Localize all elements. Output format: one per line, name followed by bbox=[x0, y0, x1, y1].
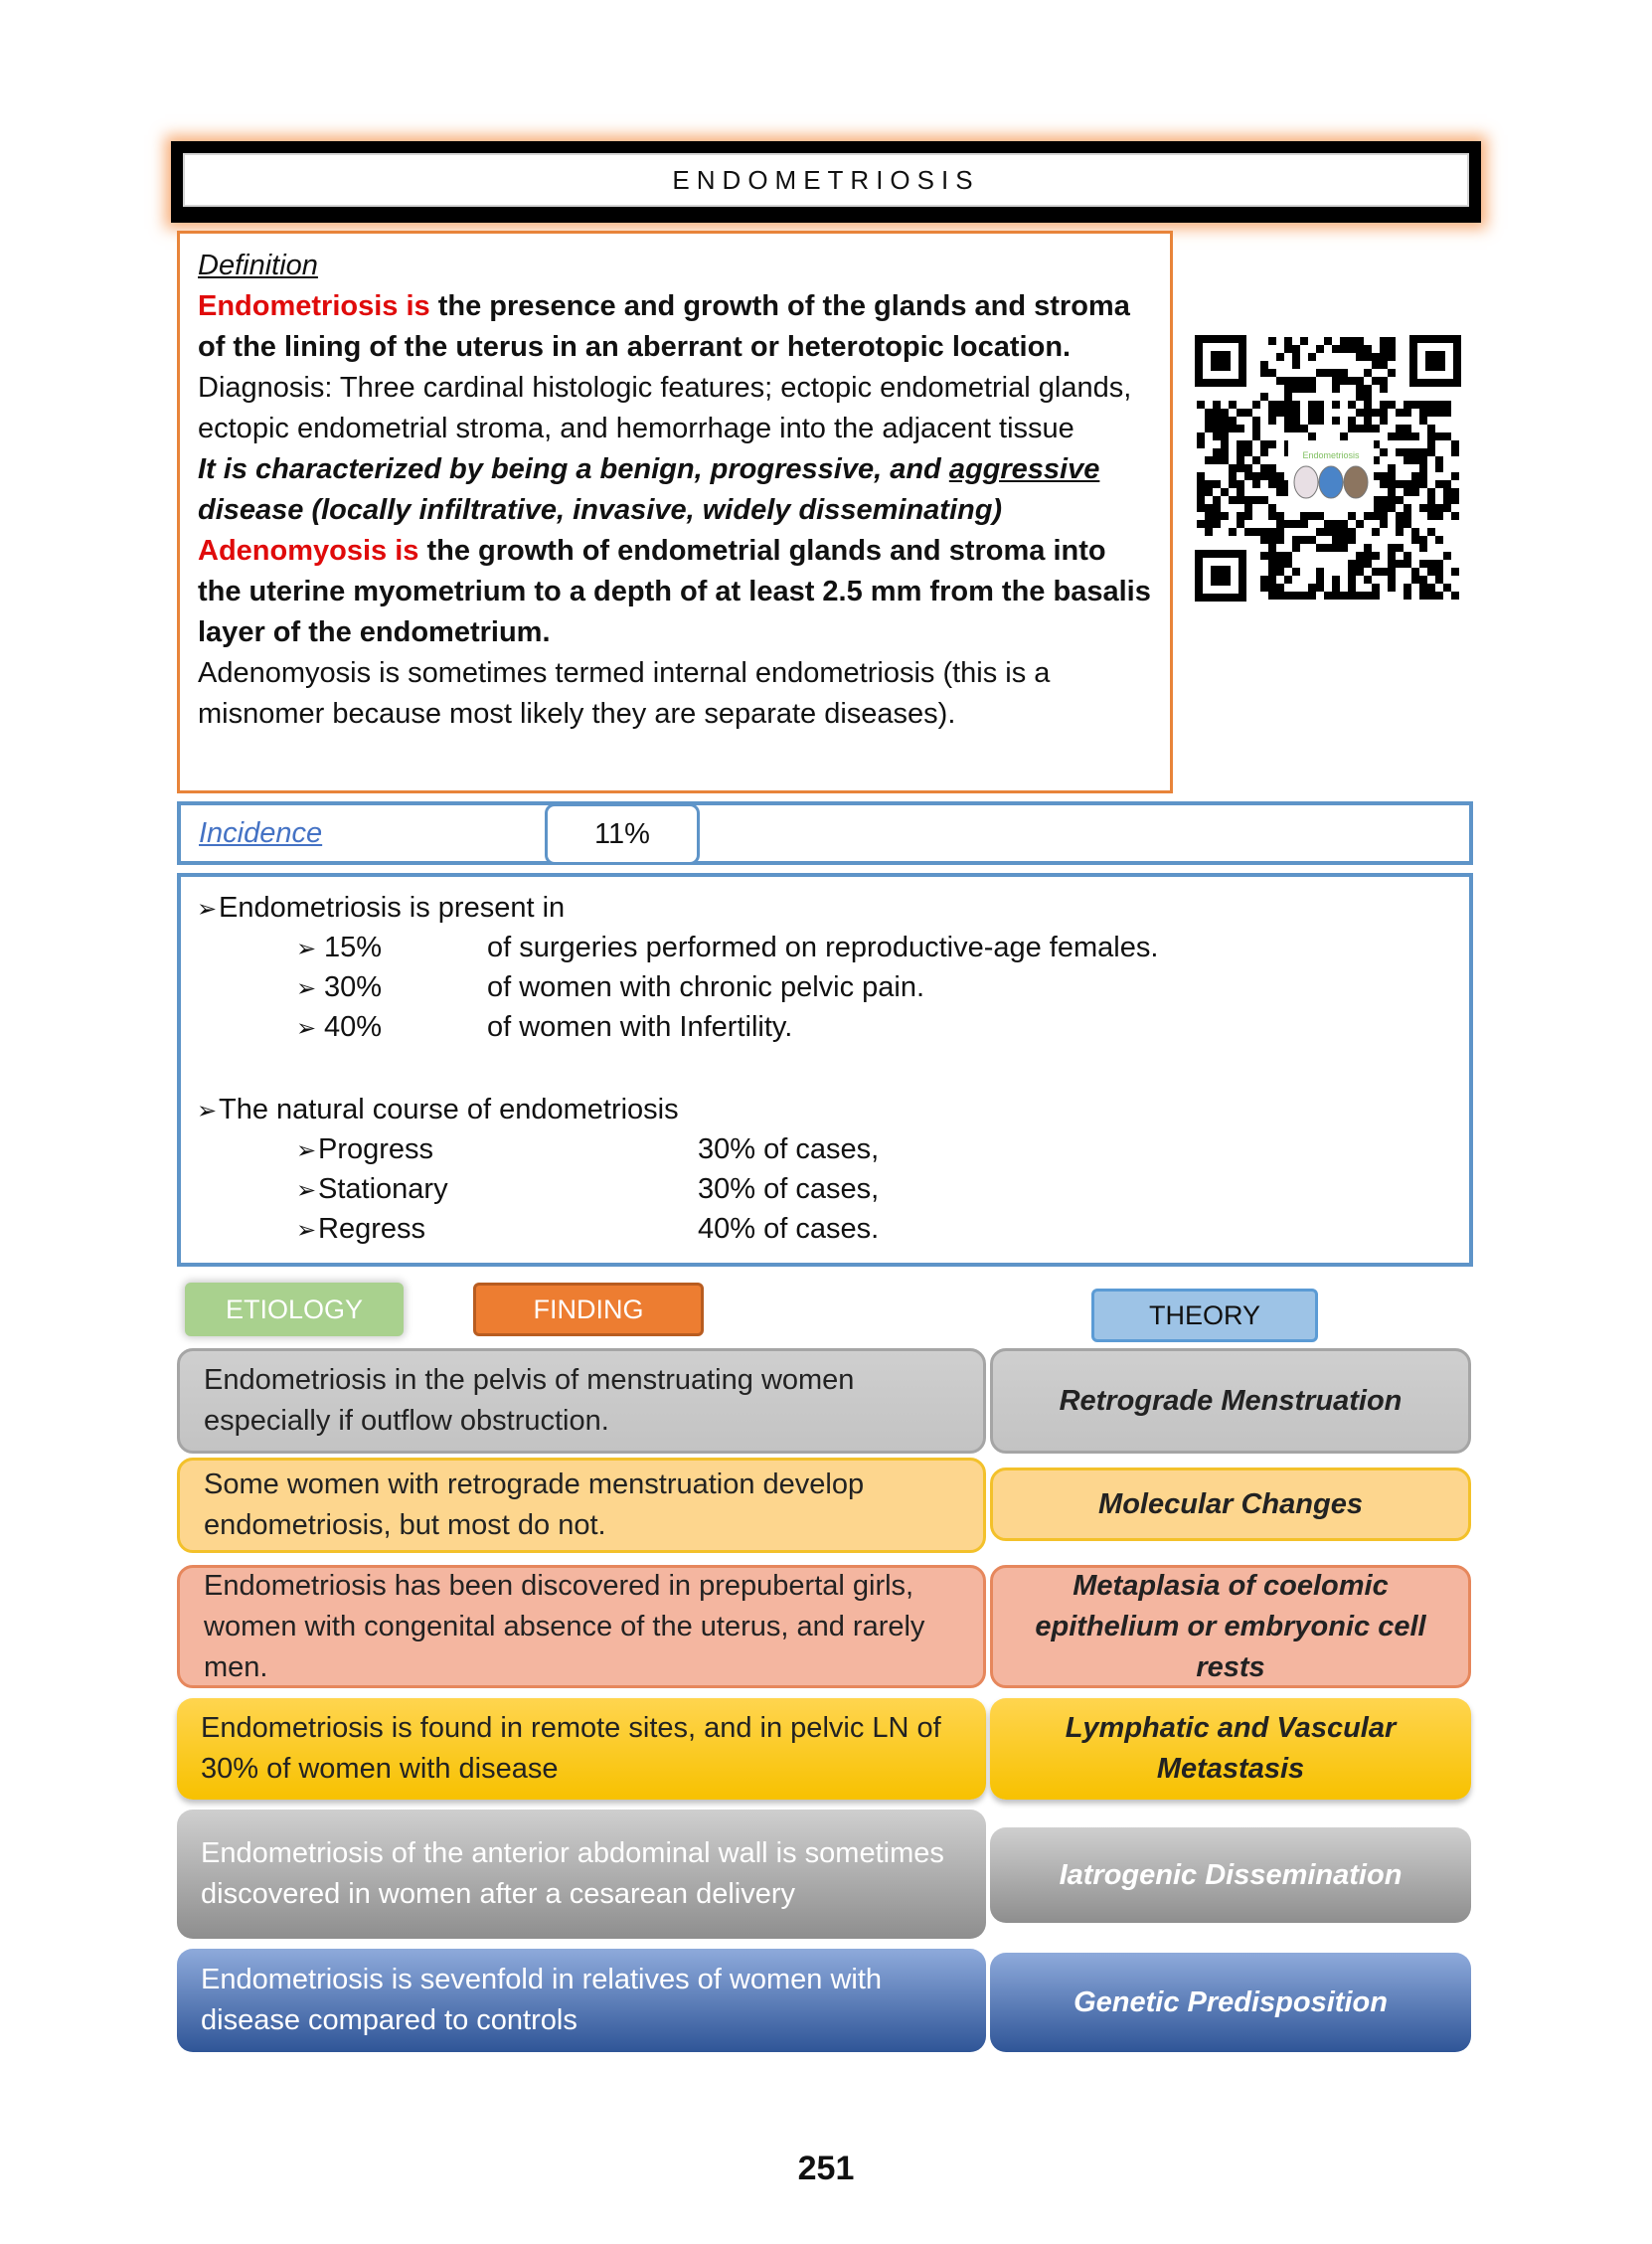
adenomyosis-term: Adenomyosis is bbox=[198, 535, 419, 567]
incidence-label: Incidence bbox=[199, 817, 323, 849]
presence-pct: 15% bbox=[324, 932, 383, 963]
theory-text: Lymphatic and Vascular Metastasis bbox=[1065, 1712, 1397, 1785]
course-value: 40% of cases. bbox=[698, 1213, 880, 1245]
presence-text: of women with Infertility. bbox=[487, 1011, 793, 1043]
arrow-bullet-icon: ➢ bbox=[197, 1098, 218, 1124]
finding-text: Endometriosis has been discovered in prepubertal girls, women with congenital absence of the uterus, and rarely men. bbox=[204, 1569, 925, 1683]
finding-cell bbox=[177, 1949, 986, 2052]
characterization-text bbox=[198, 449, 1152, 531]
endometriosis-definition bbox=[198, 286, 1152, 368]
theory-cell bbox=[990, 1698, 1471, 1800]
finding-cell bbox=[177, 1810, 986, 1939]
arrow-bullet-icon: ➢ bbox=[296, 1015, 317, 1042]
presence-heading: Endometriosis is present in bbox=[219, 892, 566, 924]
arrow-bullet-icon: ➢ bbox=[296, 1137, 317, 1164]
qr-code-icon[interactable] bbox=[1193, 333, 1463, 604]
etiology-header: ETIOLOGY bbox=[185, 1283, 404, 1336]
course-item bbox=[296, 1129, 879, 1171]
course-label: Regress bbox=[318, 1213, 425, 1245]
finding-text: Endometriosis in the pelvis of menstruating women especially if outflow obstruction. bbox=[204, 1364, 855, 1437]
definition-box bbox=[177, 231, 1173, 793]
theory-cell bbox=[990, 1467, 1471, 1541]
presence-item bbox=[296, 1007, 792, 1049]
course-item bbox=[296, 1209, 879, 1251]
incidence-value: 11% bbox=[545, 803, 700, 865]
finding-text: Some women with retrograde menstruation develop endometriosis, but most do not. bbox=[204, 1468, 865, 1541]
course-label: Progress bbox=[318, 1133, 434, 1165]
theory-cell bbox=[990, 1565, 1471, 1688]
presence-pct: 40% bbox=[324, 1011, 383, 1043]
arrow-bullet-icon: ➢ bbox=[296, 936, 317, 962]
finding-cell bbox=[177, 1698, 986, 1800]
course-value: 30% of cases, bbox=[698, 1133, 880, 1165]
finding-cell bbox=[177, 1458, 986, 1553]
presence-item bbox=[296, 967, 924, 1009]
arrow-bullet-icon: ➢ bbox=[296, 1177, 317, 1204]
theory-cell bbox=[990, 1953, 1471, 2052]
definition-heading: Definition bbox=[198, 250, 318, 281]
qr-label: Endometriosis bbox=[1302, 450, 1360, 460]
theory-text: Metaplasia of coelomic epithelium or embryonic cell rests bbox=[1035, 1569, 1426, 1683]
finding-cell bbox=[177, 1348, 986, 1454]
course-value: 30% of cases, bbox=[698, 1173, 880, 1205]
finding-text: Endometriosis of the anterior abdominal wall is sometimes discovered in women after a cesarean delivery bbox=[201, 1837, 944, 1910]
arrow-bullet-icon: ➢ bbox=[296, 1217, 317, 1244]
course-item bbox=[296, 1169, 879, 1211]
finding-text: Endometriosis is found in remote sites, and in pelvic LN of 30% of women with disease bbox=[201, 1712, 941, 1785]
aggressive-word: aggressive bbox=[948, 453, 1100, 485]
endometriosis-def-text: the presence and growth of the glands and stroma of the lining of the uterus in an aberrant or heterotopic location. bbox=[198, 290, 1130, 363]
characterization-pre: It is characterized by being a benign, progressive, and bbox=[198, 453, 949, 485]
endometriosis-term: Endometriosis is bbox=[198, 290, 430, 322]
theory-cell bbox=[990, 1827, 1471, 1923]
theory-text: Retrograde Menstruation bbox=[1059, 1384, 1403, 1417]
theory-text: Genetic Predisposition bbox=[1074, 1985, 1388, 2018]
theory-cell bbox=[990, 1348, 1471, 1454]
qr-code-graphic bbox=[1193, 333, 1463, 604]
title-banner bbox=[183, 153, 1469, 207]
adenomyosis-definition bbox=[198, 531, 1152, 653]
presence-item bbox=[296, 928, 1158, 969]
theory-text: Molecular Changes bbox=[1098, 1487, 1363, 1520]
finding-cell bbox=[177, 1565, 986, 1688]
incidence-box bbox=[177, 801, 1473, 865]
course-heading-row bbox=[197, 1090, 679, 1131]
page-title: ENDOMETRIOSIS bbox=[672, 164, 980, 195]
finding-text: Endometriosis is sevenfold in relatives of women with disease compared to controls bbox=[201, 1964, 883, 2036]
finding-header: FINDING bbox=[473, 1283, 704, 1336]
presence-heading-row bbox=[197, 888, 565, 930]
page-number: 251 bbox=[797, 2150, 855, 2187]
adenomyosis-def-text: the growth of endometrial glands and stroma into the uterine myometrium to a depth of at least 2.5 mm from the basalis layer of the endometrium. bbox=[198, 535, 1151, 648]
theory-text: Iatrogenic Dissemination bbox=[1059, 1858, 1403, 1891]
adenomyosis-note: Adenomyosis is sometimes termed internal endometriosis (this is a misnomer because most likely they are separate diseases). bbox=[198, 657, 1051, 730]
course-heading: The natural course of endometriosis bbox=[219, 1094, 679, 1125]
arrow-bullet-icon: ➢ bbox=[296, 975, 317, 1002]
characterization-post: disease (locally infiltrative, invasive, widely disseminating) bbox=[198, 494, 1003, 526]
presence-text: of women with chronic pelvic pain. bbox=[487, 971, 925, 1003]
presence-text: of surgeries performed on reproductive-age females. bbox=[487, 932, 1159, 963]
diagnosis-text: Diagnosis: Three cardinal histologic features; ectopic endometrial glands, ectopic endometrial stroma, and hemorrhage into the adjacent tissue bbox=[198, 372, 1132, 444]
course-label: Stationary bbox=[318, 1173, 448, 1205]
theory-header: THEORY bbox=[1091, 1289, 1318, 1342]
arrow-bullet-icon: ➢ bbox=[197, 896, 218, 923]
presence-pct: 30% bbox=[324, 971, 383, 1003]
